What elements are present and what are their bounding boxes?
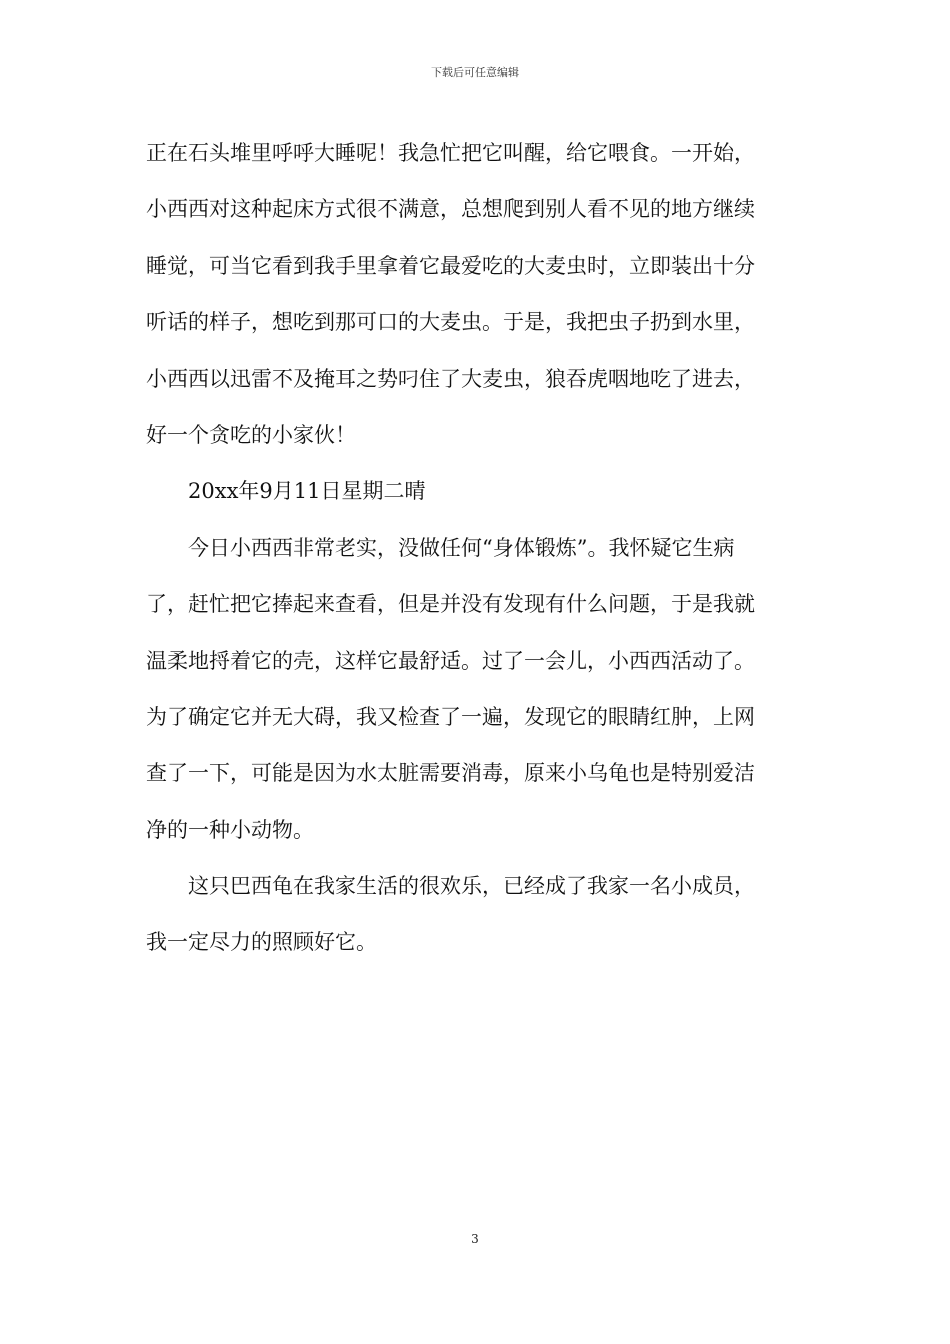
paragraph-1-line-4: 听话的样子，想吃到那可口的大麦虫。于是，我把虫子扔到水里， <box>146 310 755 335</box>
paragraph-3-line-2: 了，赶忙把它捧起来查看，但是并没有发现有什么问题，于是我就 <box>146 592 755 617</box>
paragraph-1-line-1: 正在石头堆里呼呼大睡呢！我急忙把它叫醒，给它喂食。一开始， <box>146 141 755 165</box>
paragraph-1-line-2: 小西西对这种起床方式很不满意，总想爬到别人看不见的地方继续 <box>146 197 755 222</box>
paragraph-3-line-5: 查了一下，可能是因为水太脏需要消毒，原来小乌龟也是特别爱洁 <box>146 761 755 786</box>
paragraph-3-line-6: 净的一种小动物。 <box>146 817 314 842</box>
paragraph-1-line-3: 睡觉，可当它看到我手里拿着它最爱吃的大麦虫时，立即装出十分 <box>146 253 755 278</box>
paragraph-4-line-1: 这只巴西龟在我家生活的很欢乐，已经成了我家一名小成员， <box>188 874 755 899</box>
page-number: 3 <box>471 1232 479 1246</box>
paragraph-1-line-6: 好一个贪吃的小家伙！ <box>146 422 356 447</box>
paragraph-4-line-2: 我一定尽力的照顾好它。 <box>146 930 377 955</box>
paragraph-1-line-5: 小西西以迅雷不及掩耳之势叼住了大麦虫，狼吞虎咽地吃了进去， <box>146 366 755 391</box>
paragraph-3-line-4: 为了确定它并无大碍，我又检查了一遍，发现它的眼睛红肿，上网 <box>146 704 755 729</box>
document-body <box>146 125 811 971</box>
paragraph-3-line-1: 今日小西西非常老实，没做任何“身体锻炼”。我怀疑它生病 <box>188 535 735 560</box>
header-note: 下载后可任意编辑 <box>431 66 519 79</box>
paragraph-3-line-3: 温柔地捋着它的壳，这样它最舒适。过了一会儿，小西西活动了。 <box>146 648 755 673</box>
diary-date-line: 20xx年9月11日星期二晴 <box>188 479 426 504</box>
